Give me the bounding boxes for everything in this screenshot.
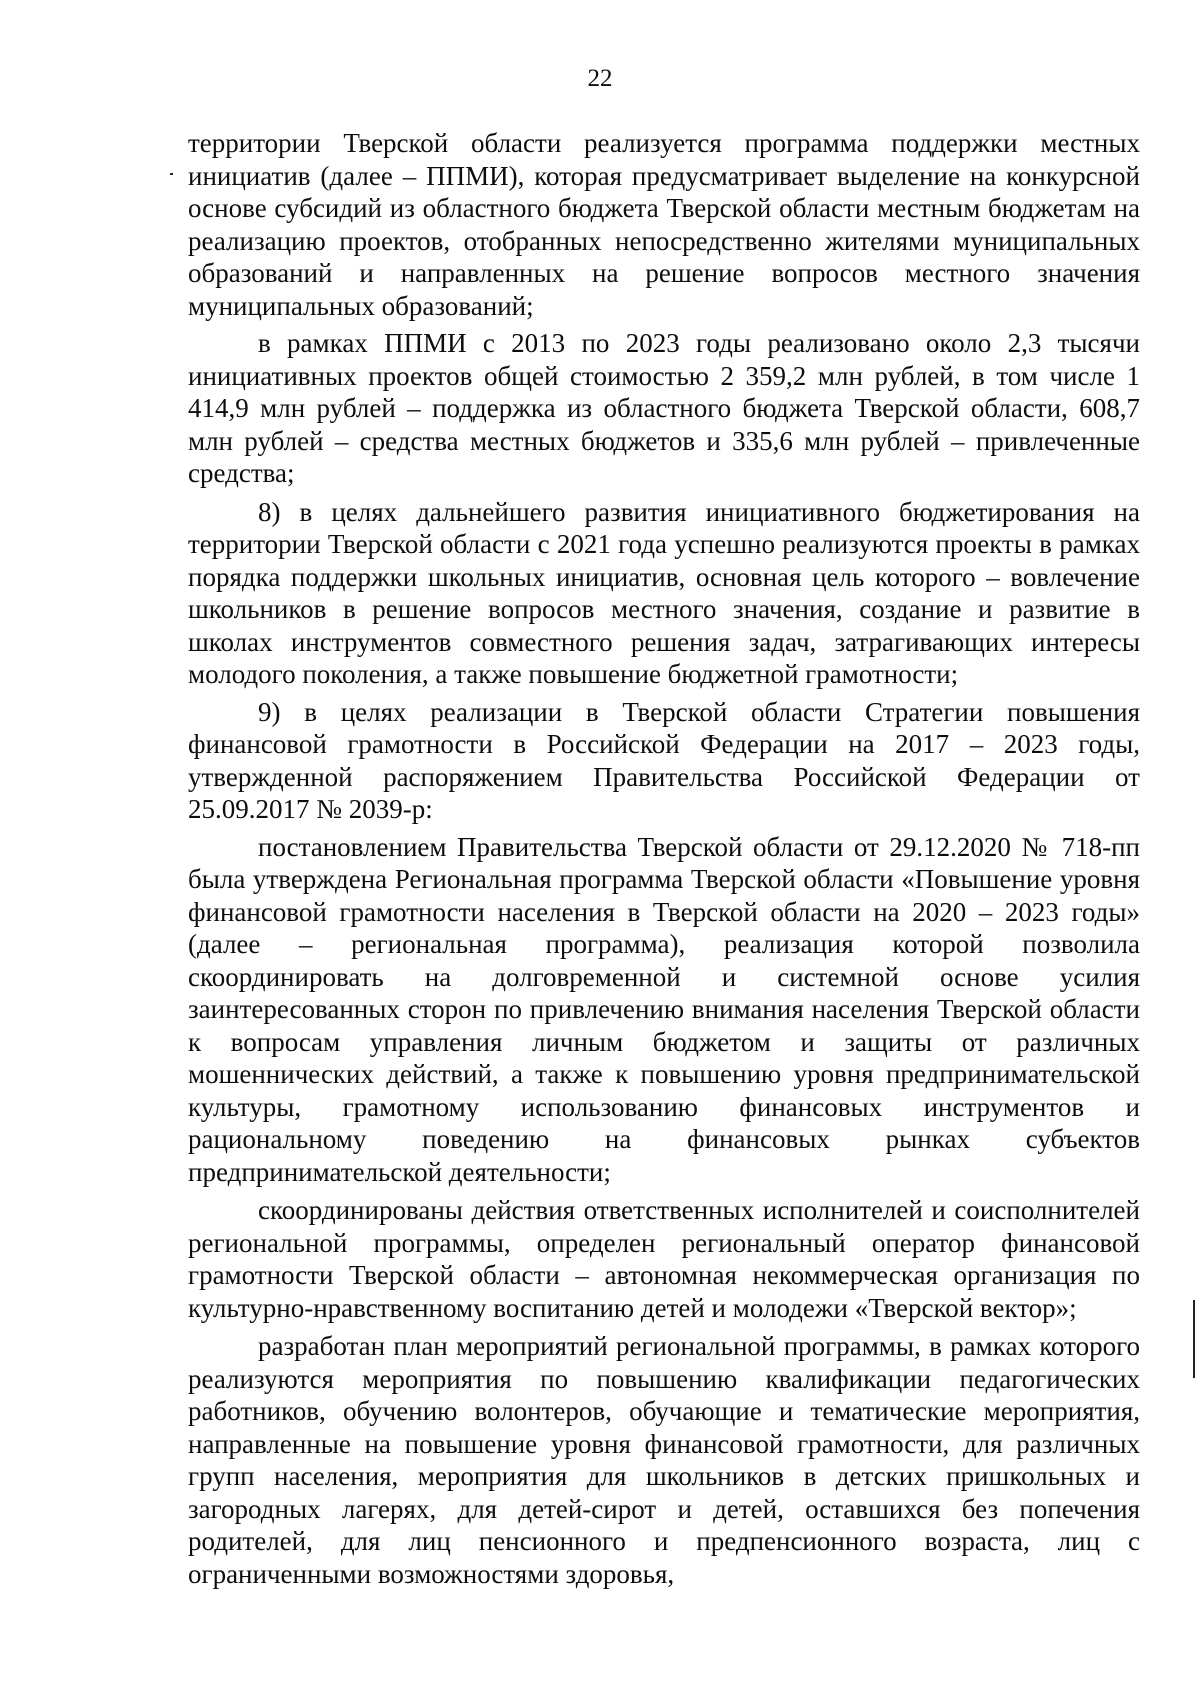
paragraph-item-9: 9) в целях реализации в Тверской области Стратегии повышения финансовой грамотности в Российской Федерации на 2017 – 2023 годы, утвержденной распоряжением Правительства Российской Федерации от 25.09.2017 № 2039-р: (188, 696, 1140, 824)
page-number: 22 (587, 65, 613, 92)
paragraph-action-plan: разработан план мероприятий региональной программы, в рамках которого реализуются мероприятия по повышению квалификации педагогических работников, обучению волонтеров, обучающие и тематические мероприятия, направленные на повышение уровня финансовой грамотности, для различных групп населения, мероприятия для школьников в детских пришкольных и загородных лагерях, для детей-сирот и детей, оставшихся без попечения родителей, для лиц пенсионного и предпенсионного возраста, лиц с ограниченными возможностями здоровья, (188, 1331, 1140, 1589)
document-body (188, 127, 1140, 1596)
paragraph-ppmi-results: в рамках ППМИ с 2013 по 2023 годы реализовано около 2,3 тысячи инициативных проектов общей стоимостью 2 359,2 млн рублей, в том числе 1 414,9 млн рублей – поддержка из областного бюджета Тверской области, 608,7 млн рублей – средства местных бюджетов и 335,6 млн рублей – привлеченные средства; (188, 328, 1140, 488)
scan-edge-mark (1193, 1300, 1195, 1378)
paragraph-coordination: скоординированы действия ответственных исполнителей и соисполнителей региональной программы, определен региональный оператор финансовой грамотности Тверской области – автономная некоммерческая организация по культурно-нравственному воспитанию детей и молодежи «Тверской вектор»; (188, 1195, 1140, 1323)
paragraph-item-8: 8) в целях дальнейшего развития инициативного бюджетирования на территории Тверской области с 2021 года успешно реализуются проекты в рамках порядка поддержки школьных инициатив, основная цель которого – вовлечение школьников в решение вопросов местного значения, создание и развитие в школах инструментов совместного решения задач, затрагивающих интересы молодого поколения, а также повышение бюджетной грамотности; (188, 496, 1140, 689)
paragraph-resolution: постановлением Правительства Тверской области от 29.12.2020 № 718-пп была утверждена Региональная программа Тверской области «Повышение уровня финансовой грамотности населения в Тверской области на 2020 – 2023 годы» (далее – региональная программа), реализация которой позволила скоординировать на долговременной и системной основе усилия заинтересованных сторон по привлечению внимания населения Тверской области к вопросам управления личным бюджетом и защиты от различных мошеннических действий, а также к повышению уровня предпринимательской культуры, грамотному использованию финансовых инструментов и рациональному поведению на финансовых рынках субъектов предпринимательской деятельности; (188, 831, 1140, 1187)
scan-speck (170, 173, 173, 175)
paragraph-ppmi-intro: территории Тверской области реализуется программа поддержки местных инициатив (далее – ППМИ), которая предусматривает выделение на конкурсной основе субсидий из областного бюджета Тверской области местным бюджетам на реализацию проектов, отобранных непосредственно жителями муниципальных образований и направленных на решение вопросов местного значения муниципальных образований; (188, 128, 1140, 321)
